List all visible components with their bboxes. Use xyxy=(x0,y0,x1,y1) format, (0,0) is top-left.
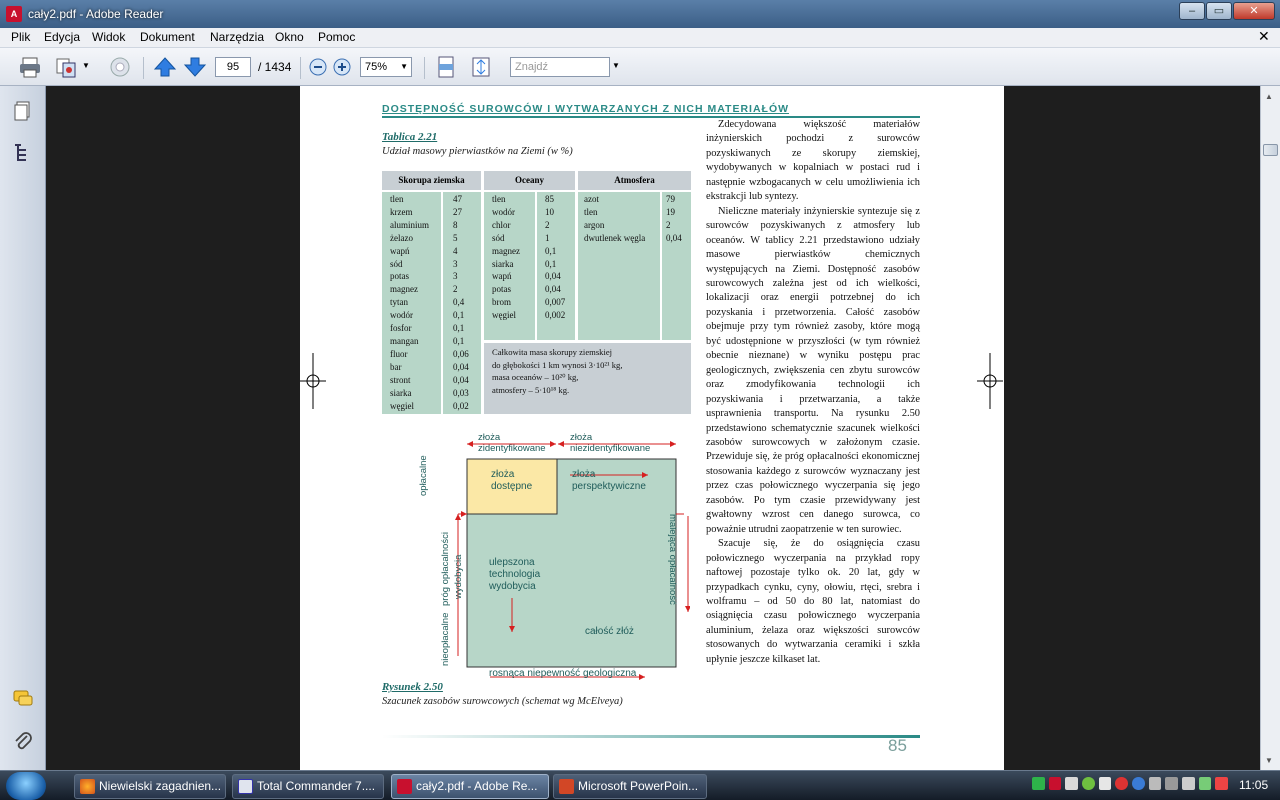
table-row xyxy=(390,270,469,283)
element-value: 2 xyxy=(666,219,671,230)
element-name: argon xyxy=(584,219,605,230)
task-powerpoint[interactable] xyxy=(553,774,707,799)
menu-edycja[interactable]: Edycja xyxy=(44,30,81,44)
element-value: 0,1 xyxy=(545,245,557,256)
tray-security-icon[interactable] xyxy=(1199,777,1212,790)
element-value: 0,002 xyxy=(545,310,566,321)
task-label: Microsoft PowerPoin... xyxy=(578,779,699,793)
table-row xyxy=(390,219,469,232)
chevron-down-icon[interactable]: ▼ xyxy=(612,61,620,70)
tray-usb-icon[interactable] xyxy=(1165,777,1178,790)
element-name: węgiel xyxy=(492,310,516,321)
zoom-out-icon[interactable] xyxy=(306,55,330,79)
tray-volume-icon[interactable] xyxy=(1149,777,1162,790)
element-name: krzem xyxy=(390,206,413,217)
table-header-crust: Skorupa ziemska xyxy=(382,171,481,190)
tray-kbd-icon[interactable] xyxy=(1182,777,1195,790)
element-value: 0,1 xyxy=(453,323,465,334)
element-name: stront xyxy=(390,374,411,385)
minimize-button[interactable]: – xyxy=(1179,2,1205,20)
table-row xyxy=(390,245,469,258)
table-row xyxy=(390,193,469,206)
table-row xyxy=(390,296,469,309)
menu-narzedzia[interactable]: Narzędzia xyxy=(210,30,265,44)
taskbar xyxy=(0,770,1280,800)
zoom-in-icon[interactable] xyxy=(330,55,354,79)
task-label: cały2.pdf - Adobe Re... xyxy=(416,779,538,793)
label-perspective: złoża perspektywiczne xyxy=(572,469,646,492)
element-name: wapń xyxy=(492,271,512,282)
element-name: węgiel xyxy=(390,400,414,411)
mass-note-line: masa oceanów – 10²⁰ kg, xyxy=(492,372,579,383)
mass-note-line: atmosfery – 5·10¹⁸ kg. xyxy=(492,384,570,395)
table-row xyxy=(492,245,565,258)
element-value: 10 xyxy=(545,206,554,217)
tray-misc-icon[interactable] xyxy=(1215,777,1228,790)
menu-bar xyxy=(0,28,1280,48)
element-name: bar xyxy=(390,361,402,372)
table-row xyxy=(390,232,469,245)
crosshair-icon xyxy=(977,353,1003,409)
comments-icon[interactable] xyxy=(12,688,34,710)
figure-subtitle: Szacunek zasobów surowcowych (schemat wg McElveya) xyxy=(382,696,623,707)
element-value: 1 xyxy=(545,232,550,243)
element-name: potas xyxy=(390,271,409,282)
element-value: 5 xyxy=(453,232,458,243)
scroll-down-icon[interactable]: ▼ xyxy=(1265,756,1273,765)
table-row xyxy=(492,296,565,309)
table-row xyxy=(390,361,469,374)
element-value: 2 xyxy=(545,219,550,230)
table-row xyxy=(390,387,469,400)
element-name: brom xyxy=(492,297,511,308)
element-name: chlor xyxy=(492,219,511,230)
collaborate-icon[interactable] xyxy=(108,55,132,79)
label-profitable: opłacalne xyxy=(418,455,429,496)
label-unidentified: złoża niezidentyfikowane xyxy=(570,432,651,454)
task-label: Niewielski zagadnien... xyxy=(99,779,222,793)
find-input[interactable] xyxy=(510,57,610,77)
print-icon[interactable] xyxy=(18,55,42,79)
table-row xyxy=(584,232,682,245)
close-button[interactable]: ✕ xyxy=(1233,2,1275,20)
tray-pdf-icon[interactable] xyxy=(1049,777,1062,790)
tray-update-icon[interactable] xyxy=(1132,777,1145,790)
table-row xyxy=(390,322,469,335)
table-row xyxy=(390,258,469,271)
element-value: 0,03 xyxy=(453,387,469,398)
element-name: sód xyxy=(492,232,505,243)
pdf-icon: A xyxy=(6,6,22,22)
oceans-table xyxy=(492,193,565,322)
bookmarks-icon[interactable] xyxy=(12,142,34,164)
attachment-icon[interactable] xyxy=(12,730,34,752)
element-value: 85 xyxy=(545,194,554,204)
element-value: 0,02 xyxy=(453,400,469,411)
label-threshold: próg opłacalności xyxy=(440,532,451,606)
element-name: mangan xyxy=(390,335,419,346)
element-value: 47 xyxy=(453,194,462,204)
element-name: fosfor xyxy=(390,323,412,334)
section-heading: DOSTĘPNOŚĆ SUROWCÓW I WYTWARZANYCH Z NICH MATERIAŁÓW xyxy=(382,103,790,115)
label-decreasing-profitability: malejąca opłacalność xyxy=(667,514,678,605)
table-row xyxy=(390,206,469,219)
tray-app-icon[interactable] xyxy=(1065,777,1078,790)
table-row xyxy=(584,193,682,206)
page-total: / 1434 xyxy=(258,60,292,74)
element-name: azot xyxy=(584,194,599,204)
figure-caption: Rysunek 2.50 xyxy=(382,681,443,693)
element-value: 0,1 xyxy=(453,310,465,321)
element-name: wodór xyxy=(492,206,515,217)
element-name: siarka xyxy=(390,387,412,398)
label-unprofitable: nieopłacalne xyxy=(440,612,451,666)
element-name: sód xyxy=(390,258,403,269)
close-doc-icon[interactable]: ✕ xyxy=(1258,28,1270,44)
menu-okno[interactable]: Okno xyxy=(275,30,304,44)
element-value: 8 xyxy=(453,219,458,230)
powerpoint-icon xyxy=(559,779,574,794)
atmosphere-table xyxy=(584,193,682,245)
chevron-down-icon: ▼ xyxy=(400,62,408,71)
zoom-value: 75% xyxy=(365,61,388,73)
table-row xyxy=(584,219,682,232)
menu-plik[interactable]: Plik xyxy=(11,30,31,44)
maximize-button[interactable]: ▭ xyxy=(1206,2,1232,20)
scroll-up-icon[interactable]: ▲ xyxy=(1265,92,1273,101)
network-icon[interactable] xyxy=(1032,777,1045,790)
element-name: potas xyxy=(492,284,511,295)
element-value: 0,04 xyxy=(666,232,682,243)
element-value: 0,06 xyxy=(453,348,469,359)
crosshair-icon xyxy=(300,353,326,409)
menu-pomoc[interactable]: Pomoc xyxy=(318,30,356,44)
previous-page-icon[interactable] xyxy=(153,55,177,79)
toolbar xyxy=(0,48,1280,86)
table-row xyxy=(492,219,565,232)
paragraph: Szacuje się, że do osiągnięcia czasu połowicznego wyczerpania na przykład ropy naftowej pozostaje tylko ok. 20 lat, gdy w przypadkach cynku, cyny, ołowiu, rtęci, srebra i wolframu – od 50 do 80 lat, natomiast do osiągnięcia czasu połowicznego wyczerpania aluminium, żelaza oraz większości surowców stosowanych do wytwarzania ceramiki i szkła upłynie jeszcze kilkaset lat. xyxy=(706,538,920,665)
table-subtitle: Udział masowy pierwiastków na Ziemi (w %) xyxy=(382,146,573,157)
resources-diagram xyxy=(430,426,690,686)
element-name: tytan xyxy=(390,297,408,308)
pdf-page xyxy=(300,86,1004,770)
paragraph: Zdecydowana większość materiałów inżynierskich pochodzi z surowców pozyskiwanych ze skorupy ziemskiej, wydobywanych w kopalniach w postaci rud i następnie wzbogacanych w celu umożliwienia ich ekstrakcji lub syntezy. xyxy=(706,119,920,203)
element-value: 27 xyxy=(453,206,462,217)
window-title: cały2.pdf - Adobe Reader xyxy=(28,7,164,21)
element-value: 2 xyxy=(453,284,458,295)
crust-table xyxy=(390,193,469,412)
tray-alert-icon[interactable] xyxy=(1115,777,1128,790)
element-value: 79 xyxy=(666,194,675,204)
menu-widok[interactable]: Widok xyxy=(92,30,126,44)
table-header-atmosphere: Atmosfera xyxy=(578,171,691,190)
element-name: siarka xyxy=(492,258,514,269)
table-row xyxy=(390,335,469,348)
table-row xyxy=(492,258,565,271)
next-page-icon[interactable] xyxy=(183,55,207,79)
element-value: 19 xyxy=(666,206,675,217)
table-row xyxy=(492,283,565,296)
chevron-down-icon[interactable]: ▼ xyxy=(82,61,90,70)
element-value: 0,4 xyxy=(453,297,465,308)
navigation-panel xyxy=(0,86,46,770)
label-improved-technology: ulepszona technologia wydobycia xyxy=(489,557,541,592)
label-identified: złoża zidentyfikowane xyxy=(478,432,546,454)
scrollbar-thumb[interactable] xyxy=(1263,144,1278,156)
firefox-icon xyxy=(80,779,95,794)
table-row xyxy=(390,348,469,361)
element-value: 0,04 xyxy=(453,361,469,372)
fit-page-icon[interactable] xyxy=(469,55,493,79)
zoom-select[interactable] xyxy=(360,57,412,77)
page-number-input[interactable]: 95 xyxy=(215,57,251,77)
table-row xyxy=(390,309,469,322)
table-header-oceans: Oceany xyxy=(484,171,575,190)
element-value: 0,04 xyxy=(545,271,561,282)
find-placeholder: Znajdź xyxy=(515,61,549,73)
clock[interactable]: 11:05 xyxy=(1239,778,1269,792)
element-value: 0,04 xyxy=(453,374,469,385)
element-value: 4 xyxy=(453,245,458,256)
start-button[interactable] xyxy=(6,772,46,800)
element-name: dwutlenek węgla xyxy=(584,232,646,243)
system-tray xyxy=(1032,777,1228,793)
pdf-icon xyxy=(397,779,412,794)
vertical-scrollbar[interactable] xyxy=(1260,86,1280,770)
element-name: aluminium xyxy=(390,219,429,230)
table-row xyxy=(492,206,565,219)
table-row xyxy=(584,206,682,219)
table-row xyxy=(492,309,565,322)
scroll-mode-icon[interactable] xyxy=(434,55,458,79)
element-name: magnez xyxy=(492,245,520,256)
tray-monitor-icon[interactable] xyxy=(1099,777,1112,790)
mass-note-line: Całkowita masa skorupy ziemskiej xyxy=(492,347,613,357)
page-number: 85 xyxy=(888,736,907,755)
tray-wifi-icon[interactable] xyxy=(1082,777,1095,790)
element-name: magnez xyxy=(390,284,418,295)
table-row xyxy=(492,193,565,206)
task-adobe-reader[interactable] xyxy=(391,774,549,799)
element-value: 0,1 xyxy=(453,335,465,346)
table-caption: Tablica 2.21 xyxy=(382,131,438,143)
label-geological-uncertainty: rosnąca niepewność geologiczna xyxy=(489,668,637,679)
element-name: fluor xyxy=(390,348,408,359)
element-value: 0,007 xyxy=(545,297,566,308)
task-label: Total Commander 7.... xyxy=(257,779,376,793)
table-row xyxy=(492,232,565,245)
title-bar xyxy=(0,0,1280,28)
label-extraction: wydobycia xyxy=(453,554,464,599)
task-total-commander[interactable] xyxy=(232,774,384,799)
label-all-deposits: całość złóż xyxy=(585,626,634,637)
element-name: żelazo xyxy=(390,232,413,243)
pages-icon[interactable] xyxy=(12,100,34,122)
total-commander-icon xyxy=(238,779,253,794)
task-firefox[interactable] xyxy=(74,774,226,799)
element-name: tlen xyxy=(492,194,506,204)
paragraph: Nieliczne materiały inżynierskie syntezuje się z surowców pozyskiwanych z atmosfery lub oceanów. W tablicy 2.21 przedstawiono udziały masowe pierwiastków chemicznych występujących na Ziemi. Dostępność zasobów surowcowych zależna jest od ich wielkości, lokalizacji oraz energii potrzebnej do ich pozyskania i przetworzenia. Całość zasobów obejmuje przy tym również zasoby, które mogą być udostępnione w przyszłości (w tym również obecnie nieznane) w wyniku postępu prac geologicznych, zwiększenia cen zbytu surowców oraz zmodyfikowania technologii ich pozyskiwania i przetwarzania, a także usprawnienia transportu. Na rysunku 2.50 przedstawiono schematycznie szacunek wielkości zasobów surowcowych w założonym czasie. Przewiduje się, że próg opłacalności ekonomicznej stosowania każdego z surowców wyznaczany jest przez czas połowicznego wyczerpania się jego zasobów. Po tym czasie przewidywany jest gwałtowny wzrost cen danego surowca, co poważnie utrudni zaopatrzenie w ten surowiec. xyxy=(706,205,920,535)
element-value: 3 xyxy=(453,258,458,269)
mass-note-line: do głębokości 1 km wynosi 3·10²¹ kg, xyxy=(492,359,623,370)
label-available: złoża dostępne xyxy=(491,469,533,492)
element-name: tlen xyxy=(584,206,598,217)
element-name: tlen xyxy=(390,194,404,204)
body-text xyxy=(706,118,920,667)
element-name: wodór xyxy=(390,310,413,321)
table-row xyxy=(492,270,565,283)
element-name: wapń xyxy=(390,245,410,256)
element-value: 0,1 xyxy=(545,258,557,269)
mass-note xyxy=(492,346,622,396)
table-row xyxy=(390,400,469,413)
menu-dokument[interactable]: Dokument xyxy=(140,30,195,44)
table-row xyxy=(390,374,469,387)
organizer-icon[interactable] xyxy=(54,55,78,79)
element-value: 0,04 xyxy=(545,284,561,295)
table-row xyxy=(390,283,469,296)
element-value: 3 xyxy=(453,271,458,282)
